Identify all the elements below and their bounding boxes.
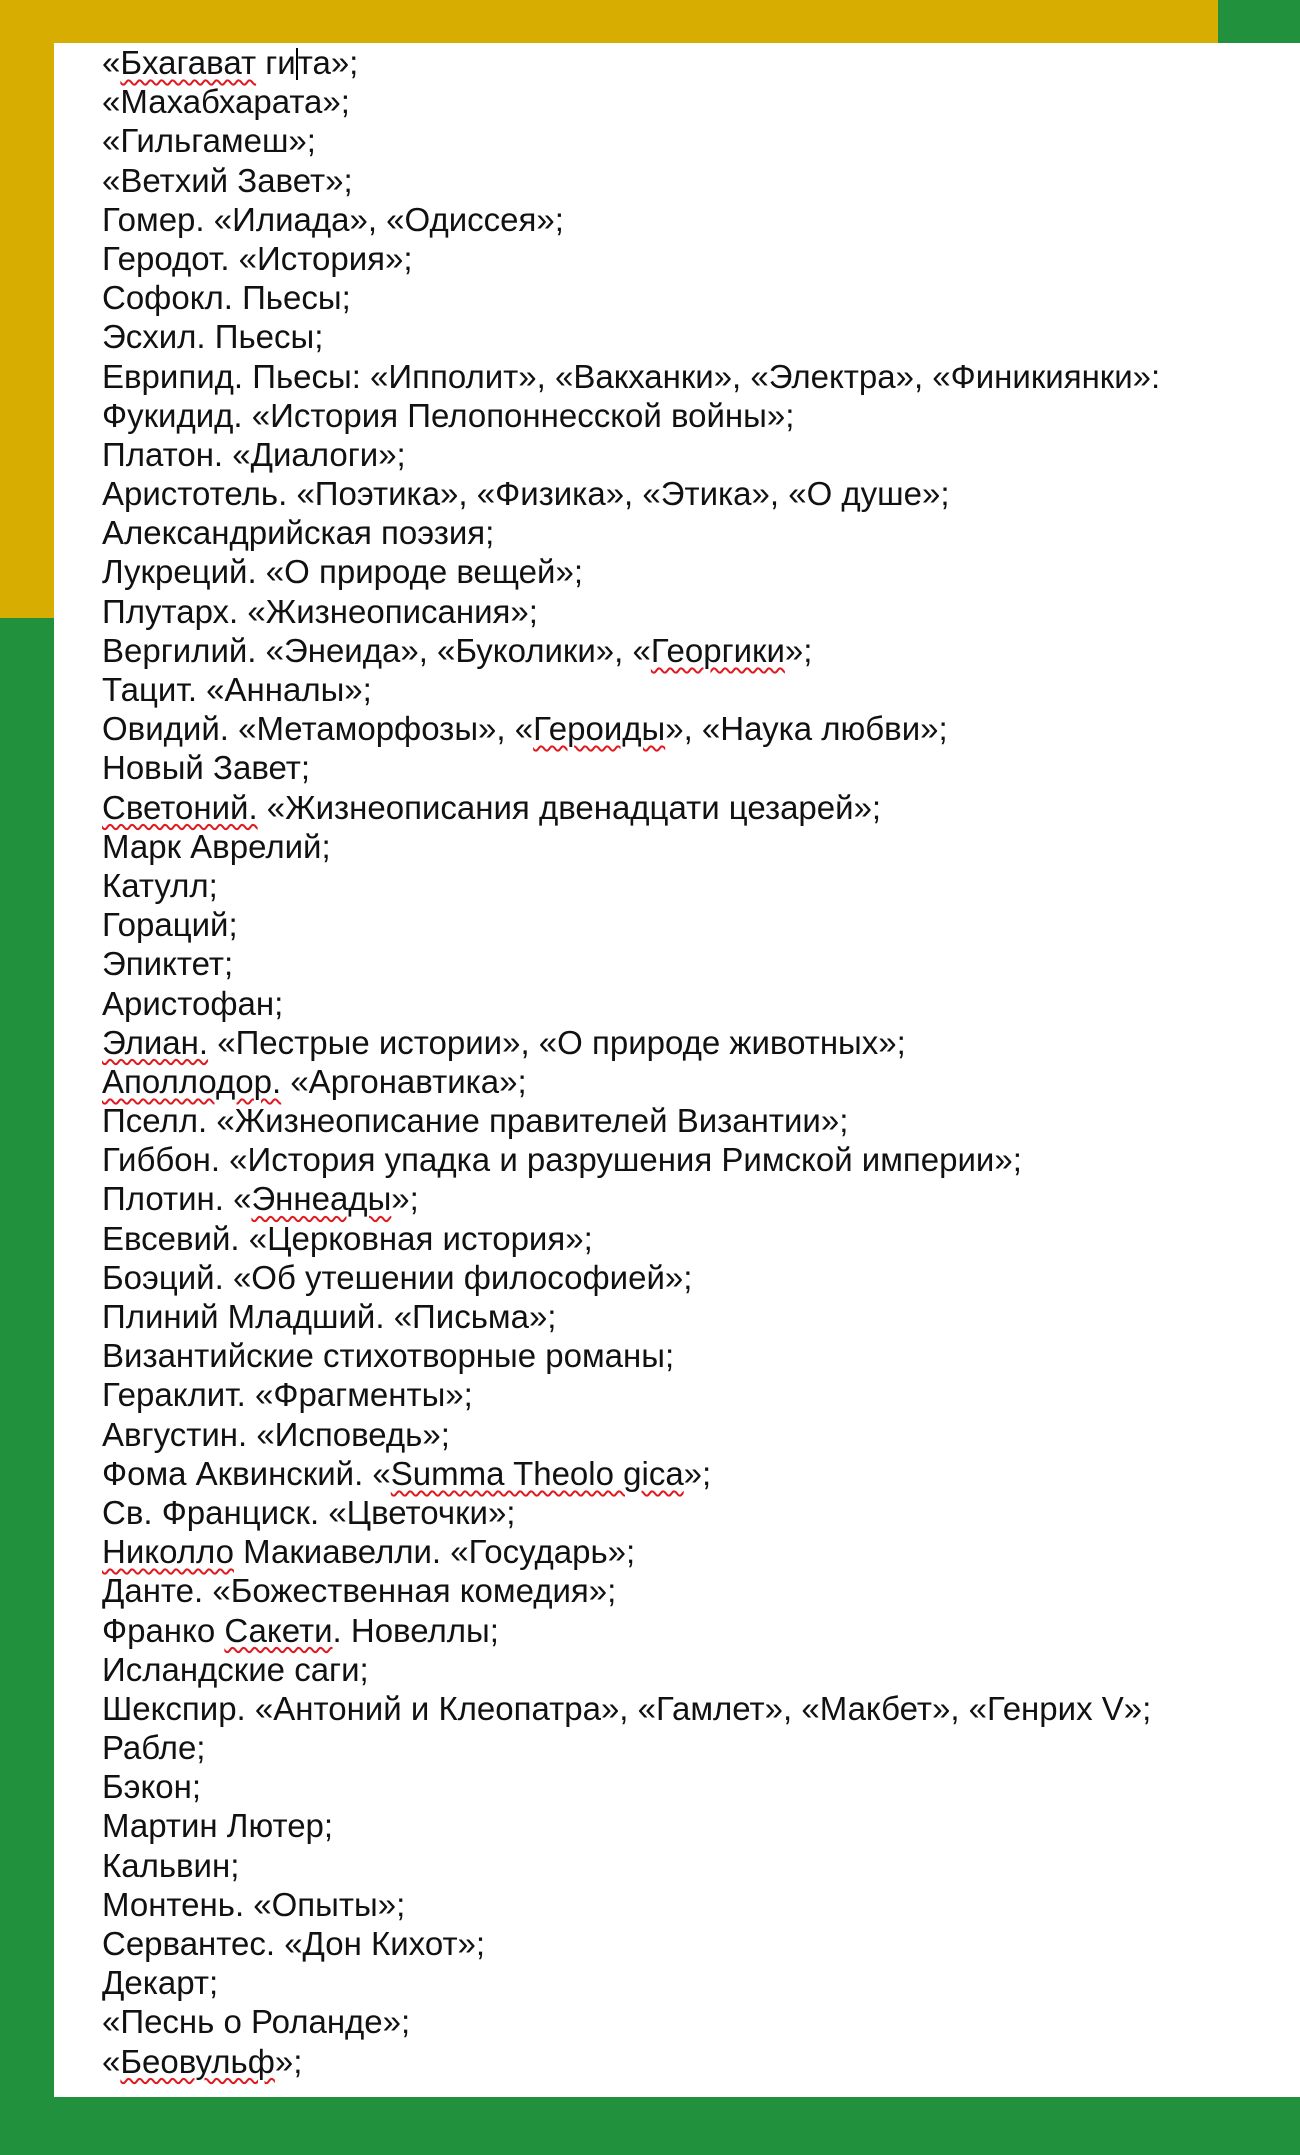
line-text: »; bbox=[683, 1454, 712, 1492]
misspelled-word: Эннеады bbox=[251, 1180, 392, 1218]
list-line bbox=[102, 1101, 1160, 1140]
list-line bbox=[102, 513, 1160, 552]
line-text: Бэкон; bbox=[102, 1768, 202, 1806]
list-line bbox=[102, 357, 1160, 396]
line-text: Монтень. «Опыты»; bbox=[102, 1885, 406, 1923]
list-line bbox=[102, 827, 1160, 866]
line-text: Гиббон. «История упадка и разрушения Римской империи»; bbox=[102, 1141, 1022, 1179]
list-line bbox=[102, 1650, 1160, 1689]
line-text: Св. Франциск. «Цветочки»; bbox=[102, 1493, 516, 1531]
line-text: «Жизнеописания двенадцати цезарей»; bbox=[257, 788, 882, 826]
list-line bbox=[102, 905, 1160, 944]
list-line bbox=[102, 1297, 1160, 1336]
list-line bbox=[102, 1806, 1160, 1845]
list-line bbox=[102, 82, 1160, 121]
misspelled-word: Аполлодор. bbox=[102, 1062, 282, 1100]
list-line bbox=[102, 1611, 1160, 1650]
misspelled-word: Николло bbox=[102, 1533, 234, 1571]
list-line bbox=[102, 161, 1160, 200]
line-text: Тацит. «Анналы»; bbox=[102, 671, 372, 708]
line-text: Августин. «Исповедь»; bbox=[102, 1415, 450, 1453]
line-text: «Махабхарата»; bbox=[102, 83, 350, 121]
line-text: «Песнь о Роланде»; bbox=[102, 2003, 411, 2041]
line-text: Катулл; bbox=[102, 866, 218, 904]
line-text: ги bbox=[256, 44, 296, 81]
line-text: Сервантес. «Дон Кихот»; bbox=[102, 1925, 486, 1962]
list-line bbox=[102, 1885, 1160, 1924]
list-line bbox=[102, 670, 1160, 709]
list-line bbox=[102, 435, 1160, 474]
list-line bbox=[102, 1336, 1160, 1375]
misspelled-word: Героиды bbox=[533, 710, 666, 748]
list-line bbox=[102, 121, 1160, 160]
line-text: Аристотель. «Поэтика», «Физика», «Этика», «О душе»; bbox=[102, 475, 950, 513]
line-text: Макиавелли. «Государь»; bbox=[233, 1533, 636, 1571]
line-text: Лукреций. «О природе вещей»; bbox=[102, 553, 583, 591]
line-text: Еврипид. Пьесы: «Ипполит», «Вакханки», «Электра», «Финикиянки»: bbox=[102, 357, 1161, 395]
line-text: »; bbox=[784, 631, 813, 669]
line-text: Вергилий. «Энеида», «Буколики», « bbox=[102, 631, 651, 669]
line-text: Плутарх. «Жизнеописания»; bbox=[102, 592, 538, 630]
misspelled-word: Summa Theolo gica bbox=[390, 1454, 684, 1492]
line-text: Фукидид. «История Пелопоннесской войны»; bbox=[102, 396, 795, 434]
line-text: Овидий. «Метаморфозы», « bbox=[102, 710, 534, 748]
line-text: Франко bbox=[102, 1611, 225, 1649]
list-line bbox=[102, 1179, 1160, 1218]
line-text: Рабле; bbox=[102, 1729, 206, 1767]
list-line bbox=[102, 1571, 1160, 1610]
line-text: «Пестрые истории», «О природе животных»; bbox=[208, 1023, 906, 1061]
line-text: »; bbox=[274, 2042, 303, 2080]
line-text: Мартин Лютер; bbox=[102, 1807, 334, 1845]
line-text: Новый Завет; bbox=[102, 749, 311, 787]
line-text: Гераклит. «Фрагменты»; bbox=[102, 1376, 473, 1414]
misspelled-word: Элиан. bbox=[102, 1023, 209, 1061]
line-text: Платон. «Диалоги»; bbox=[102, 435, 406, 473]
document-page[interactable] bbox=[54, 43, 1300, 2097]
list-line bbox=[102, 1532, 1160, 1571]
list-line bbox=[102, 278, 1160, 317]
list-line bbox=[102, 748, 1160, 787]
list-line bbox=[102, 1258, 1160, 1297]
list-line bbox=[102, 1219, 1160, 1258]
line-text: Данте. «Божественная комедия»; bbox=[102, 1572, 617, 1610]
line-text: та»; bbox=[297, 44, 359, 81]
line-text: »; bbox=[391, 1180, 419, 1218]
list-line bbox=[102, 1767, 1160, 1806]
line-text: Софокл. Пьесы; bbox=[102, 279, 351, 317]
line-text: Александрийская поэзия; bbox=[102, 514, 495, 552]
list-line bbox=[102, 866, 1160, 905]
list-line bbox=[102, 1140, 1160, 1179]
line-text: Аристофан; bbox=[102, 984, 284, 1022]
misspelled-word: Беовульф bbox=[120, 2042, 275, 2080]
list-line bbox=[102, 1062, 1160, 1101]
list-line bbox=[102, 200, 1160, 239]
line-text: Гораций; bbox=[102, 906, 238, 944]
list-line bbox=[102, 2002, 1160, 2041]
list-line bbox=[102, 2042, 1160, 2081]
line-text: . Новеллы; bbox=[332, 1611, 499, 1649]
misspelled-word: Светоний. bbox=[102, 788, 258, 826]
list-line bbox=[102, 1963, 1160, 2002]
list-line bbox=[102, 1023, 1160, 1062]
line-text: « bbox=[102, 2042, 121, 2080]
line-text: Византийские стихотворные романы; bbox=[102, 1337, 675, 1375]
list-line bbox=[102, 552, 1160, 591]
list-line bbox=[102, 474, 1160, 513]
misspelled-word: Георгики bbox=[650, 631, 785, 669]
line-text: Фома Аквинский. « bbox=[102, 1454, 391, 1492]
list-line bbox=[102, 944, 1160, 983]
list-line bbox=[102, 1924, 1160, 1963]
line-text: Марк Аврелий; bbox=[102, 827, 331, 865]
line-text: Эпиктет; bbox=[102, 945, 234, 983]
misspelled-word: Бхагават bbox=[120, 44, 257, 81]
list-line bbox=[102, 709, 1160, 748]
list-line bbox=[102, 1454, 1160, 1493]
list-line bbox=[102, 1493, 1160, 1532]
list-line bbox=[102, 1728, 1160, 1767]
line-text: Гомер. «Илиада», «Одиссея»; bbox=[102, 200, 564, 238]
line-text: Пселл. «Жизнеописание правителей Византии»; bbox=[102, 1102, 849, 1140]
list-line bbox=[102, 592, 1160, 631]
line-text: Кальвин; bbox=[102, 1846, 240, 1884]
line-text: Плиний Младший. «Письма»; bbox=[102, 1298, 557, 1335]
line-text: Евсевий. «Церковная история»; bbox=[102, 1219, 593, 1257]
line-text: «Гильгамеш»; bbox=[102, 122, 316, 160]
line-text: Шекспир. «Антоний и Клеопатра», «Гамлет», «Макбет», «Генрих V»; bbox=[102, 1689, 1152, 1727]
list-line bbox=[102, 1846, 1160, 1885]
misspelled-word: Сакети bbox=[224, 1611, 333, 1649]
reading-list bbox=[102, 43, 1160, 2081]
list-line bbox=[102, 1375, 1160, 1414]
line-text: «Ветхий Завет»; bbox=[102, 161, 353, 199]
list-line bbox=[102, 1689, 1160, 1728]
list-line bbox=[102, 239, 1160, 278]
line-text: Боэций. «Об утешении философией»; bbox=[102, 1258, 693, 1296]
list-line bbox=[102, 1415, 1160, 1454]
line-text: Эсхил. Пьесы; bbox=[102, 318, 324, 356]
list-line bbox=[102, 631, 1160, 670]
list-line bbox=[102, 43, 1160, 82]
list-line bbox=[102, 984, 1160, 1023]
line-text: Геродот. «История»; bbox=[102, 239, 413, 277]
list-line bbox=[102, 317, 1160, 356]
line-text: « bbox=[102, 44, 121, 81]
line-text: Исландские саги; bbox=[102, 1650, 369, 1688]
list-line bbox=[102, 788, 1160, 827]
line-text: », «Наука любви»; bbox=[665, 710, 948, 748]
line-text: «Аргонавтика»; bbox=[281, 1062, 527, 1100]
line-text: Декарт; bbox=[102, 1964, 219, 2002]
list-line bbox=[102, 396, 1160, 435]
line-text: Плотин. « bbox=[102, 1180, 252, 1218]
